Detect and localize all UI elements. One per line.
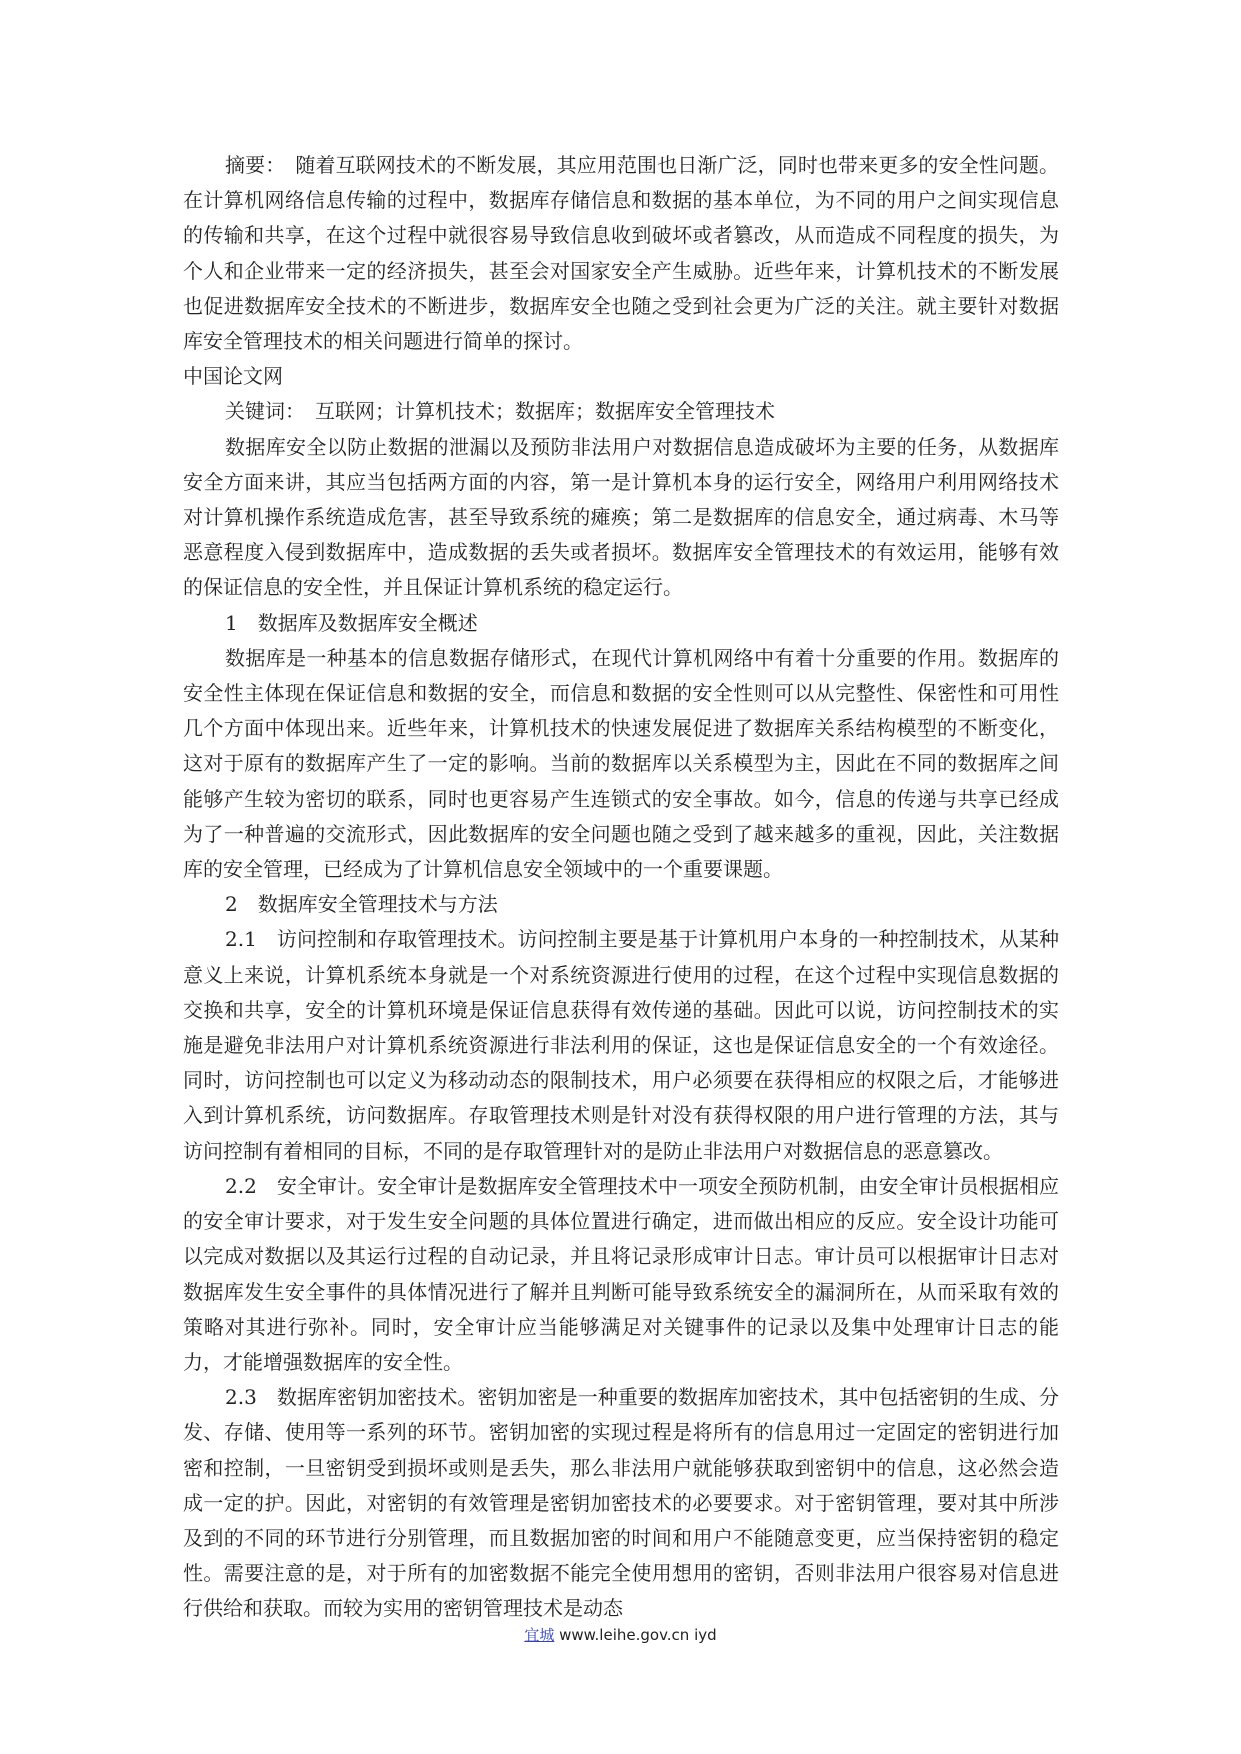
source-label: 中国论文网 <box>183 364 283 389</box>
document-body <box>183 148 1059 1627</box>
keywords-paragraph: 关键词： 互联网；计算机技术；数据库；数据库安全管理技术 <box>225 399 775 424</box>
page-footer <box>0 1624 1241 1645</box>
footer-url: www.leihe.gov.cn iyd <box>554 1626 717 1644</box>
body-paragraph: 2.2 安全审计。安全审计是数据库安全管理技术中一项安全预防机制，由安全审计员根据相应的安全审计要求，对于发生安全问题的具体位置进行确定，进而做出相应的反应。安全设计功能可以完成对数据以及其运行过程的自动记录，并且将记录形成审计日志。审计员可以根据审计日志对数据库发生安全事件的具体情况进行了解并且判断可能导致系统安全的漏洞所在，从而采取有效的策略对其进行弥补。同时，安全审计应当能够满足对关键事件的记录以及集中处理审计日志的能力，才能增强数据库的安全性。 <box>183 1173 1059 1374</box>
section-heading-1: 1 数据库及数据库安全概述 <box>225 610 478 635</box>
body-paragraph: 数据库是一种基本的信息数据存储形式，在现代计算机网络中有着十分重要的作用。数据库的安全性主体现在保证信息和数据的安全，而信息和数据的安全性则可以从完整性、保密性和可用性几个方面中体现出来。近些年来，计算机技术的快速发展促进了数据库关系结构模型的不断变化，这对于原有的数据库产生了一定的影响。当前的数据库以关系模型为主，因此在不同的数据库之间能够产生较为密切的联系，同时也更容易产生连锁式的安全事故。如今，信息的传递与共享已经成为了一种普遍的交流形式，因此数据库的安全问题也随之受到了越来越多的重视，因此，关注数据库的安全管理，已经成为了计算机信息安全领域中的一个重要课题。 <box>183 645 1059 882</box>
body-paragraph: 2.3 数据库密钥加密技术。密钥加密是一种重要的数据库加密技术，其中包括密钥的生成、分发、存储、使用等一系列的环节。密钥加密的实现过程是将所有的信息用过一定固定的密钥进行加密和控制，一旦密钥受到损坏或则是丢失，那么非法用户就能够获取到密钥中的信息，这必然会造成一定的护。因此，对密钥的有效管理是密钥加密技术的必要要求。对于密钥管理，要对其中所涉及到的不同的环节进行分别管理，而且数据加密的时间和用户不能随意变更，应当保持密钥的稳定性。需要注意的是，对于所有的加密数据不能完全使用想用的密钥，否则非法用户很容易对信息进行供给和获取。而较为实用的密钥管理技术是动态 <box>183 1385 1059 1621</box>
body-paragraph: 2.1 访问控制和存取管理技术。访问控制主要是基于计算机用户本身的一种控制技术，从某种意义上来说，计算机系统本身就是一个对系统资源进行使用的过程，在这个过程中实现信息数据的交换和共享，安全的计算机环境是保证信息获得有效传递的基础。因此可以说，访问控制技术的实施是避免非法用户对计算机系统资源进行非法利用的保证，这也是保证信息安全的一个有效途径。同时，访问控制也可以定义为移动动态的限制技术，用户必须要在获得相应的权限之后，才能够进入到计算机系统，访问数据库。存取管理技术则是针对没有获得权限的用户进行管理的方法，其与访问控制有着相同的目标，不同的是存取管理针对的是防止非法用户对数据信息的恶意篡改。 <box>183 927 1059 1163</box>
footer-link[interactable]: 宜城 <box>524 1626 555 1644</box>
section-heading-2: 2 数据库安全管理技术与方法 <box>225 892 498 917</box>
abstract-paragraph: 摘要： 随着互联网技术的不断发展，其应用范围也日渐广泛，同时也带来更多的安全性问题。在计算机网络信息传输的过程中，数据库存储信息和数据的基本单位，为不同的用户之间实现信息的传输和共享，在这个过程中就很容易导致信息收到破坏或者篡改，从而造成不同程度的损失，为个人和企业带来一定的经济损失，甚至会对国家安全产生威胁。近些年来，计算机技术的不断发展也促进数据库安全技术的不断进步，数据库安全也随之受到社会更为广泛的关注。就主要针对数据库安全管理技术的相关问题进行简单的探讨。 <box>183 153 1059 354</box>
body-paragraph: 数据库安全以防止数据的泄漏以及预防非法用户对数据信息造成破坏为主要的任务，从数据库安全方面来讲，其应当包括两方面的内容，第一是计算机本身的运行安全，网络用户利用网络技术对计算机操作系统造成危害，甚至导致系统的瘫痪；第二是数据库的信息安全，通过病毒、木马等恶意程度入侵到数据库中，造成数据的丢失或者损坏。数据库安全管理技术的有效运用，能够有效的保证信息的安全性，并且保证计算机系统的稳定运行。 <box>183 434 1059 600</box>
